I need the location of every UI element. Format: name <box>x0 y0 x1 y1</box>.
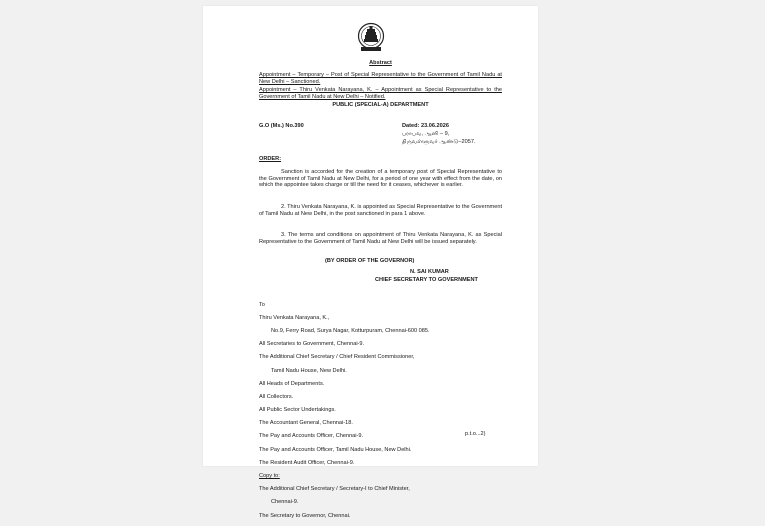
abstract-heading: Abstract <box>369 60 392 66</box>
department-name: PUBLIC (SPECIAL-A) DEPARTMENT <box>332 102 429 108</box>
tamil-date-line-1: பராபவ, ஆனி – 9, <box>402 131 450 137</box>
recipient: The Accountant General, Chennai-18. <box>259 420 353 427</box>
copy-recipient: The Secretary to Governor, Chennai. <box>259 512 351 519</box>
recipient: All Secretaries to Government, Chennai-9. <box>259 341 365 348</box>
recipient: All Public Sector Undertakings. <box>259 407 336 414</box>
recipient: The Resident Audit Officer, Chennai-9. <box>259 459 355 466</box>
to-name: Thiru Venkata Narayana, K., <box>259 314 330 321</box>
signatory-title: CHIEF SECRETARY TO GOVERNMENT <box>375 277 478 283</box>
subject-line-2: Appointment – Thiru Venkata Narayana, K. – Appointment as Special Representative to the Government of Tamil Nadu at New Delhi – Notified. <box>259 87 502 100</box>
recipient: The Pay and Accounts Officer, Chennai-9. <box>259 433 364 440</box>
document-page <box>203 6 538 519</box>
subject-line-1: Appointment – Temporary – Post of Special Representative to the Government of Tamil Nadu at New Delhi – Sanctioned. <box>259 72 502 85</box>
signatory-name: N. SAI KUMAR <box>410 269 449 275</box>
order-paragraph-3: 3. The terms and conditions on appointment of Thiru Venkata Narayana, K. as Special Representative to the Government of Tamil Nadu at New Delhi will be issued separately. <box>259 232 502 245</box>
tamil-date-line-2: திருவள்ளுவர் ஆண்டு–2057. <box>402 139 476 145</box>
to-label: To <box>259 301 265 308</box>
recipient: All Heads of Departments. <box>259 380 325 387</box>
distribution-list <box>259 295 502 526</box>
recipient: The Pay and Accounts Officer, Tamil Nadu House, New Delhi. <box>259 446 412 453</box>
copy-recipient: Chennai-9. <box>271 499 299 506</box>
copy-to-label: Copy to: <box>259 473 280 480</box>
page-turn-note: p.t.o...2) <box>465 431 486 437</box>
recipient: The Additional Chief Secretary / Chief Resident Commissioner, <box>259 354 415 361</box>
order-paragraph-1: Sanction is accorded for the creation of a temporary post of Special Representative to the Government of Tamil Nadu at New Delhi, for a period of one year with effect from the date, on which the appointee takes charge or till the need for it ceases, whichever is earlier. <box>259 169 502 189</box>
by-order-of-governor: (BY ORDER OF THE GOVERNOR) <box>325 258 415 264</box>
government-emblem-icon <box>357 20 385 54</box>
copy-recipient: The Additional Chief Secretary / Secretary-I to Chief Minister, <box>259 486 410 493</box>
order-heading: ORDER: <box>259 156 282 162</box>
recipient: Tamil Nadu House, New Delhi. <box>271 367 347 374</box>
order-paragraph-2: 2. Thiru Venkata Narayana, K. is appointed as Special Representative to the Government of Tamil Nadu at New Delhi, in the post sanctioned in para 1 above. <box>259 204 502 217</box>
recipient: All Collectors. <box>259 393 294 400</box>
go-number: G.O (Ms.) No.390 <box>259 123 304 129</box>
dated: Dated: 23.06.2026 <box>402 123 449 129</box>
to-address: No.9, Ferry Road, Surya Nagar, Kotturpuram, Chennai-600 085. <box>271 327 430 334</box>
